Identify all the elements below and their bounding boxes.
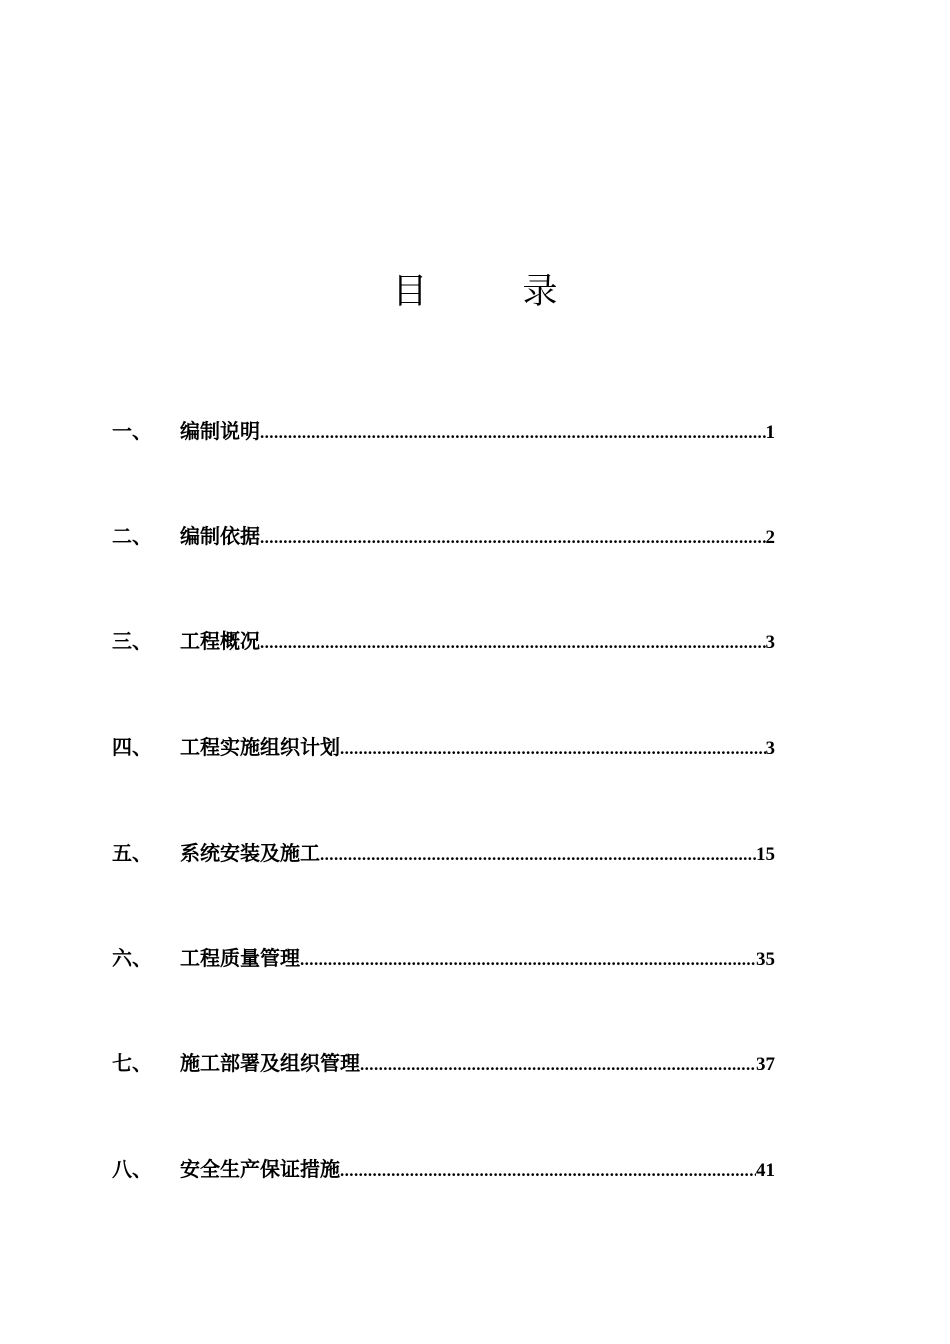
toc-dot-leader (300, 944, 756, 976)
table-of-contents (112, 0, 775, 1344)
toc-entry-number: 四、 (112, 735, 152, 759)
page-title: 目 录 (392, 272, 600, 312)
toc-entry-number: 八、 (112, 1157, 152, 1181)
toc-entry-page: 41 (756, 1160, 775, 1181)
toc-entry-page: 15 (756, 844, 775, 865)
toc-dot-leader (360, 1049, 756, 1081)
toc-entry-label: 系统安装及施工 (180, 841, 320, 865)
toc-dot-leader (260, 417, 766, 449)
toc-entry-4[interactable] (112, 731, 775, 763)
toc-entry-page: 3 (765, 738, 775, 759)
toc-dot-leader (340, 1155, 756, 1187)
toc-entry-page: 1 (765, 422, 775, 443)
toc-entry-number: 六、 (112, 946, 152, 970)
toc-entry-label: 编制说明 (180, 419, 260, 443)
toc-dot-leader (320, 839, 756, 871)
toc-entry-label: 安全生产保证措施 (180, 1157, 340, 1181)
toc-entry-5[interactable] (112, 837, 775, 869)
toc-dot-leader (260, 627, 766, 659)
toc-entry-page: 2 (765, 527, 775, 548)
toc-entry-label: 工程质量管理 (180, 946, 300, 970)
toc-entry-number: 一、 (112, 419, 152, 443)
toc-entry-number: 三、 (112, 629, 152, 653)
toc-entry-page: 37 (756, 1054, 775, 1075)
toc-entry-page: 35 (756, 949, 775, 970)
toc-entry-1[interactable] (112, 415, 775, 447)
toc-entry-number: 二、 (112, 524, 152, 548)
toc-entry-6[interactable] (112, 942, 775, 974)
toc-entry-label: 施工部署及组织管理 (180, 1051, 360, 1075)
toc-entry-label: 工程实施组织计划 (180, 735, 340, 759)
toc-entry-7[interactable] (112, 1047, 775, 1079)
toc-entry-2[interactable] (112, 520, 775, 552)
toc-dot-leader (260, 522, 766, 554)
toc-entry-label: 编制依据 (180, 524, 260, 548)
toc-entry-label: 工程概况 (180, 629, 260, 653)
toc-entry-8[interactable] (112, 1153, 775, 1185)
toc-entry-number: 五、 (112, 841, 152, 865)
toc-dot-leader (340, 733, 766, 765)
toc-entry-3[interactable] (112, 625, 775, 657)
toc-entry-number: 七、 (112, 1051, 152, 1075)
toc-entry-page: 3 (765, 632, 775, 653)
